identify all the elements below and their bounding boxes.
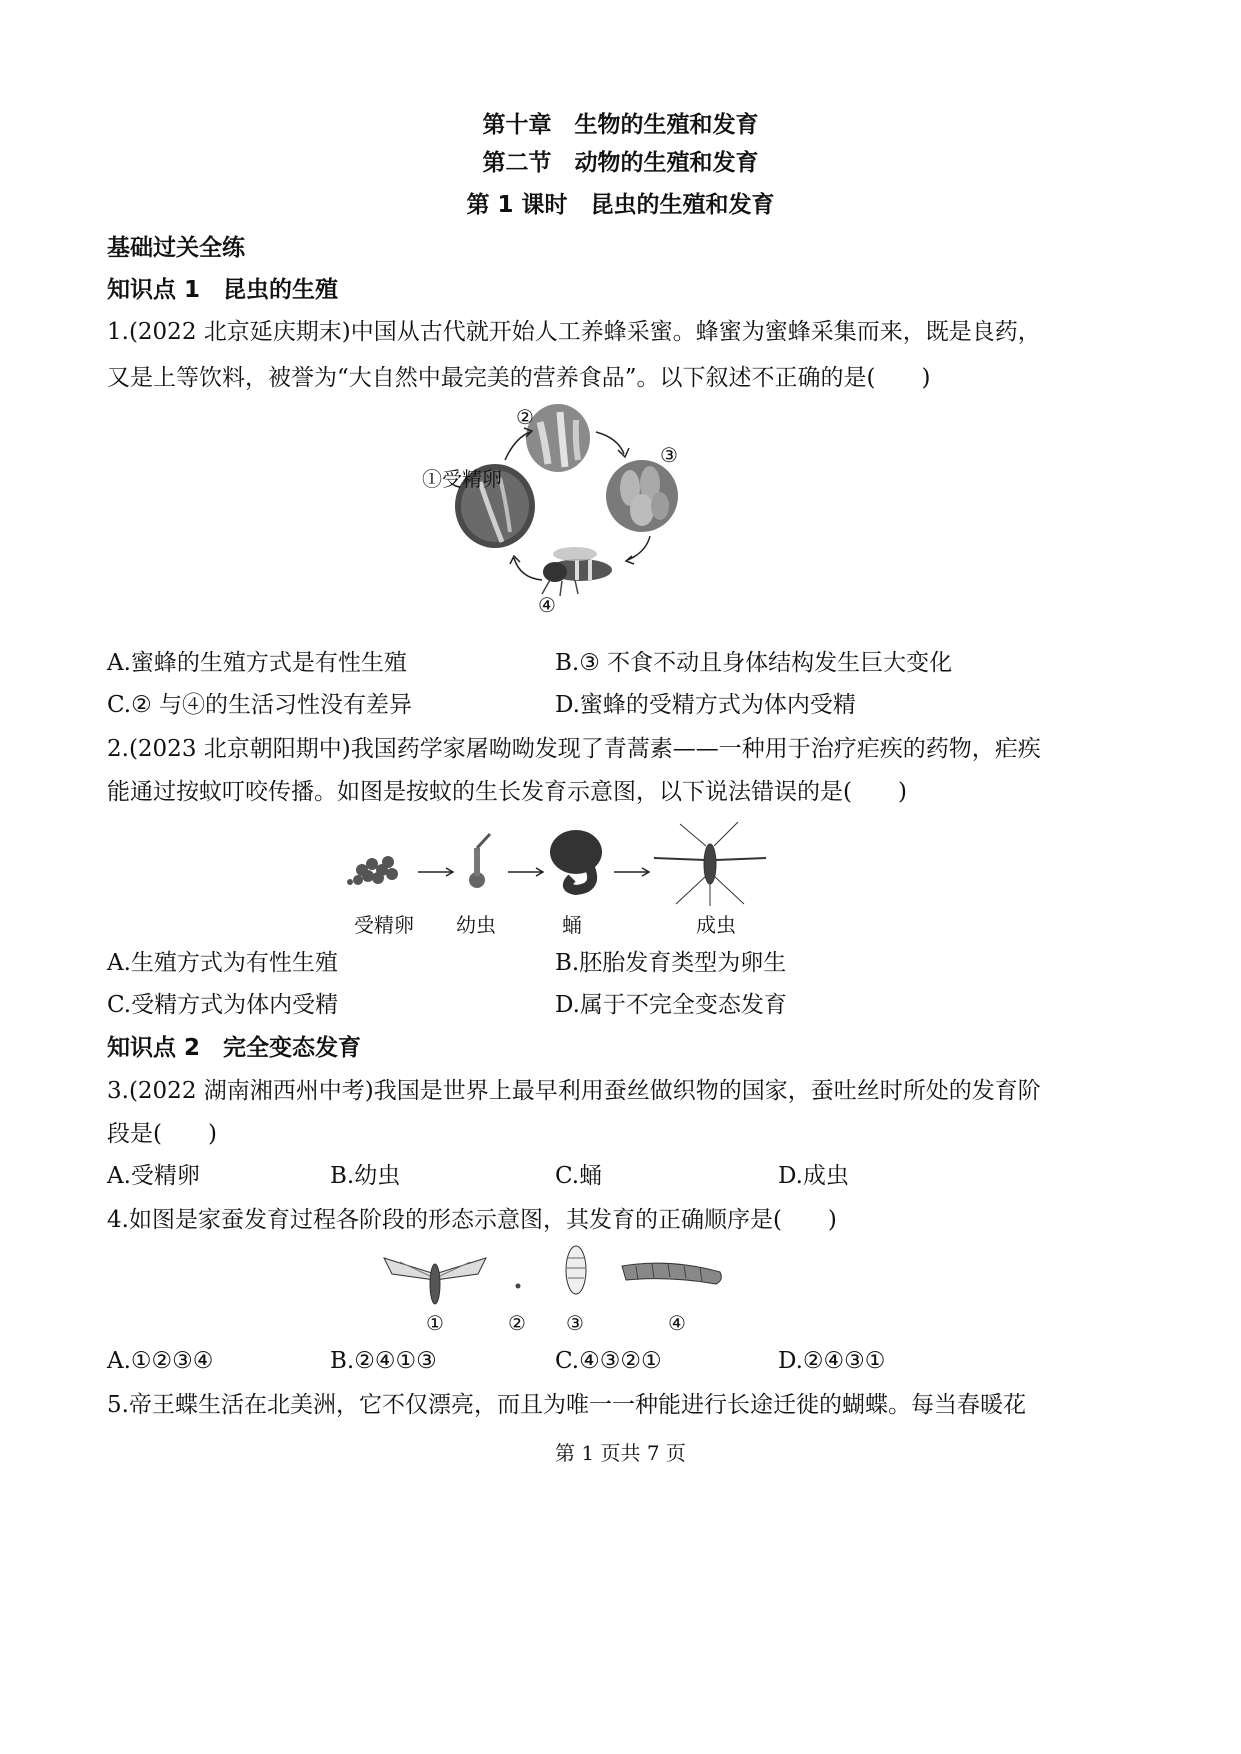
page-footer: 第 1 页共 7 页	[555, 1441, 686, 1465]
q4-option-b[interactable]: B.②④①③	[330, 1348, 437, 1374]
q2-line2: 能通过按蚊叮咬传播。如图是按蚊的生长发育示意图，以下说法错误的是( )	[107, 779, 907, 805]
q3-option-c[interactable]: C.蛹	[555, 1163, 603, 1189]
q3-option-a[interactable]: A.受精卵	[107, 1163, 200, 1189]
q2-option-a[interactable]: A.生殖方式为有性生殖	[107, 950, 338, 976]
q2-line1: 2.(2023 北京朝阳期中)我国药学家屠呦呦发现了青蒿素——一种用于治疗疟疾的药物，疟疾	[107, 736, 1041, 762]
q1-option-b[interactable]: B.③ 不食不动且身体结构发生巨大变化	[555, 650, 953, 676]
q1-option-c[interactable]: C.② 与④的生活习性没有差异	[107, 692, 413, 718]
mosquito-eggs-image	[347, 856, 398, 885]
silkworm-larva-image	[622, 1263, 721, 1284]
q3-option-b[interactable]: B.幼虫	[330, 1163, 401, 1189]
lesson-title: 第 1 课时 昆虫的生殖和发育	[466, 192, 775, 218]
q4-option-c[interactable]: C.④③②①	[555, 1348, 662, 1374]
bee-label-2: ②	[516, 405, 534, 429]
mosquito-label-egg: 受精卵	[354, 913, 414, 937]
q1-option-a[interactable]: A.蜜蜂的生殖方式是有性生殖	[107, 650, 407, 676]
q1-line2: 又是上等饮料，被誉为“大自然中最完美的营养食品”。以下叙述不正确的是( )	[107, 365, 931, 391]
section-title: 第二节 动物的生殖和发育	[482, 150, 759, 176]
q2-option-b[interactable]: B.胚胎发育类型为卵生	[555, 950, 787, 976]
silkworm-pupa-image	[566, 1246, 586, 1294]
silkworm-label-4: ④	[668, 1311, 686, 1335]
bee-label-egg: ①受精卵	[422, 467, 502, 491]
silkworm-stages-figure	[380, 1244, 740, 1336]
bee-label-4: ④	[538, 593, 556, 617]
silkworm-label-2: ②	[508, 1311, 526, 1335]
q2-option-c[interactable]: C.受精方式为体内受精	[107, 992, 339, 1018]
q2-option-d[interactable]: D.属于不完全变态发育	[555, 992, 787, 1018]
mosquito-life-cycle-figure	[340, 818, 780, 940]
q3-line2: 段是( )	[107, 1121, 217, 1147]
q3-option-d[interactable]: D.成虫	[778, 1163, 849, 1189]
bee-label-3: ③	[660, 443, 678, 467]
silkworm-label-3: ③	[566, 1311, 584, 1335]
silkworm-egg-image	[516, 1284, 521, 1289]
q4-line1: 4.如图是家蚕发育过程各阶段的形态示意图，其发育的正确顺序是( )	[107, 1207, 837, 1233]
adult-bee-image	[542, 547, 612, 596]
chapter-title: 第十章 生物的生殖和发育	[482, 112, 759, 138]
mosquito-larva-image	[469, 834, 490, 888]
q4-option-a[interactable]: A.①②③④	[107, 1348, 214, 1374]
q5-line1: 5.帝王蝶生活在北美洲，它不仅漂亮，而且为唯一一种能进行长途迁徙的蝴蝶。每当春暖花	[107, 1392, 1026, 1418]
q1-line1: 1.(2022 北京延庆期末)中国从古代就开始人工养蜂采蜜。蜂蜜为蜜蜂采集而来，既是良药，	[107, 319, 1041, 345]
part-title: 基础过关全练	[107, 235, 245, 261]
mosquito-label-adult: 成虫	[696, 913, 736, 937]
q1-option-d[interactable]: D.蜜蜂的受精方式为体内受精	[555, 692, 856, 718]
knowledge-point-2: 知识点 2 完全变态发育	[107, 1035, 362, 1061]
mosquito-pupa-image	[550, 830, 602, 890]
bee-life-cycle-figure	[410, 402, 700, 620]
mosquito-label-pupa: 蛹	[562, 913, 582, 937]
silkworm-moth-image	[384, 1258, 486, 1304]
q4-option-d[interactable]: D.②④③①	[778, 1348, 886, 1374]
mosquito-label-larva: 幼虫	[456, 913, 496, 937]
q3-line1: 3.(2022 湖南湘西州中考)我国是世界上最早利用蚕丝做织物的国家，蚕吐丝时所处的发育阶	[107, 1078, 1041, 1104]
adult-mosquito-image	[654, 822, 766, 906]
silkworm-label-1: ①	[426, 1311, 444, 1335]
knowledge-point-1: 知识点 1 昆虫的生殖	[107, 277, 339, 303]
